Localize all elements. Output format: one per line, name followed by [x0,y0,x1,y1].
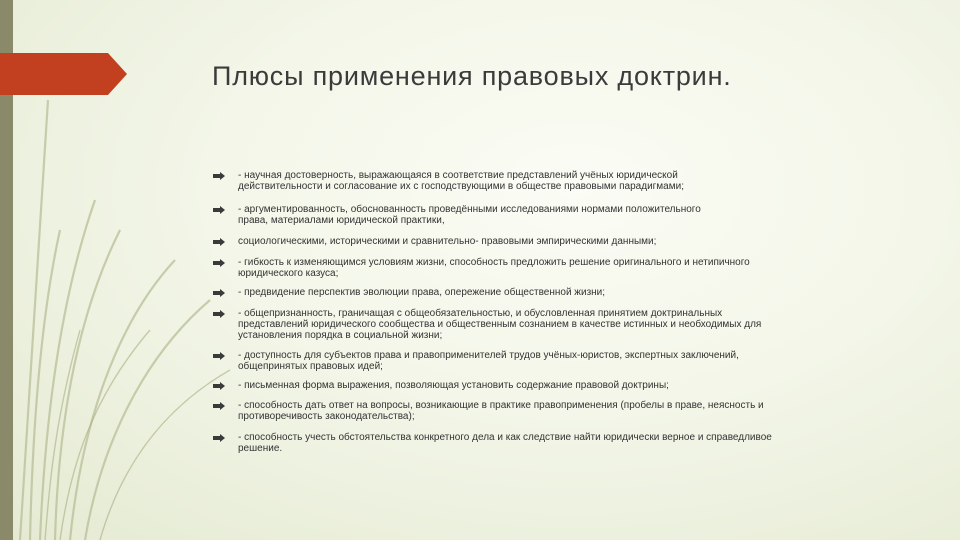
bullet-text: социологическими, историческими и сравнительно- правовыми эмпирическими данными; [238,236,657,247]
arrow-bullet-icon [213,238,225,246]
bullet-item [212,170,902,192]
arrow-bullet-icon [213,382,225,390]
bullet-item [212,350,902,372]
title-accent-tab [0,53,127,95]
bullet-text: - научная достоверность, выражающаяся в соответствие представлений учёных юридической действительности и согласование их с господствующими в обществе правовыми парадигмами; [238,170,684,192]
bullet-item [212,400,902,422]
bullet-text: - гибкость к изменяющимся условиям жизни, способность предложить решение оригинального и нетипичного юридического казуса; [238,257,750,279]
arrow-bullet-icon [213,259,225,267]
arrow-bullet-icon [213,434,225,442]
arrow-bullet-icon [213,310,225,318]
bullet-text: - способность учесть обстоятельства конкретного дела и как следствие найти юридически верное и справедливое решение. [238,432,772,454]
bullet-item [212,257,902,279]
arrow-bullet-icon [213,352,225,360]
arrow-bullet-icon [213,402,225,410]
bullet-item [212,236,902,247]
bullet-text: - письменная форма выражения, позволяющая установить содержание правовой доктрины; [238,380,669,391]
arrow-bullet-icon [213,289,225,297]
bullet-item [212,432,902,454]
bullet-item [212,308,902,341]
bullet-text: - аргументированность, обоснованность проведёнными исследованиями нормами положительного права, материалами юридической практики, [238,204,701,226]
slide-title: Плюсы применения правовых доктрин. [212,61,732,91]
bullet-text: - способность дать ответ на вопросы, возникающие в практике правоприменения (пробелы в праве, неясность и противоречивость законодательства); [238,400,764,422]
bullet-item [212,204,902,226]
bullet-text: - предвидение перспектив эволюции права, опережение общественной жизни; [238,287,606,298]
bullet-text: - общепризнанность, граничащая с общеобязательностью, и обусловленная принятием доктринальных представлений юридического сообщества и общественным сознанием в качестве истинных и необходимых для установления порядка в социальной жизни; [238,308,762,341]
bullet-text: - доступность для субъектов права и правоприменителей трудов учёных-юристов, экспертных заключений, общепринятых правовых идей; [238,350,739,372]
arrow-bullet-icon [213,172,225,180]
arrow-bullet-icon [213,206,225,214]
bullet-item [212,287,902,298]
bullet-item [212,380,902,391]
